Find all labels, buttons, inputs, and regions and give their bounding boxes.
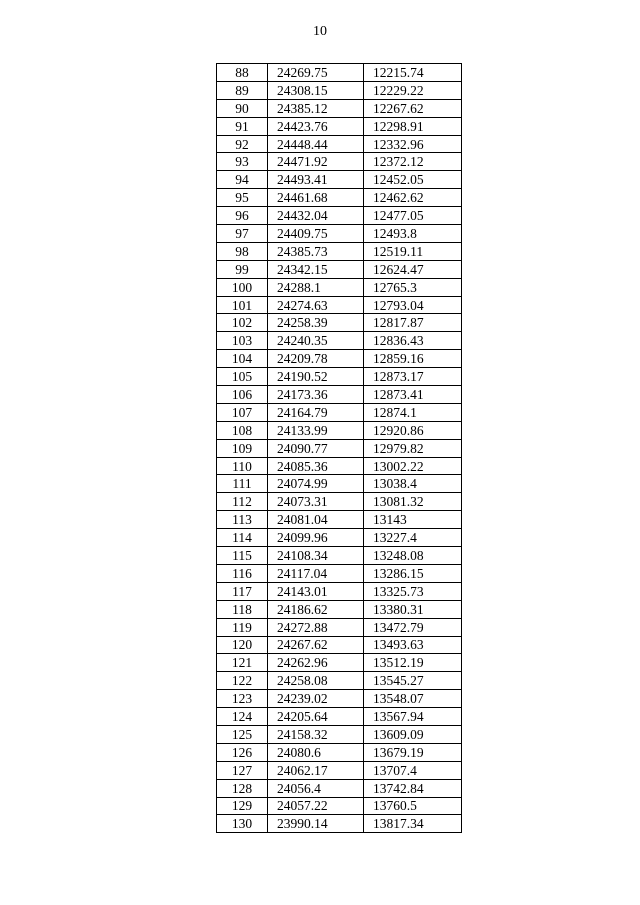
table-row (217, 511, 462, 529)
x-coordinate-cell: 24262.96 (268, 654, 364, 672)
table-row (217, 117, 462, 135)
point-number-cell: 110 (217, 457, 268, 475)
point-number-cell: 113 (217, 511, 268, 529)
y-coordinate-cell: 13817.34 (364, 815, 462, 833)
point-number-cell: 95 (217, 189, 268, 207)
x-coordinate-cell: 24057.22 (268, 797, 364, 815)
x-coordinate-cell: 24274.63 (268, 296, 364, 314)
table-row (217, 708, 462, 726)
x-coordinate-cell: 24423.76 (268, 117, 364, 135)
x-coordinate-cell: 24471.92 (268, 153, 364, 171)
y-coordinate-cell: 12477.05 (364, 207, 462, 225)
x-coordinate-cell: 24493.41 (268, 171, 364, 189)
point-number-cell: 118 (217, 600, 268, 618)
y-coordinate-cell: 12452.05 (364, 171, 462, 189)
x-coordinate-cell: 24090.77 (268, 439, 364, 457)
y-coordinate-cell: 12298.91 (364, 117, 462, 135)
point-number-cell: 125 (217, 725, 268, 743)
table-row (217, 242, 462, 260)
x-coordinate-cell: 24062.17 (268, 761, 364, 779)
point-number-cell: 114 (217, 529, 268, 547)
y-coordinate-cell: 13472.79 (364, 618, 462, 636)
table-row (217, 600, 462, 618)
y-coordinate-cell: 13679.19 (364, 743, 462, 761)
point-number-cell: 101 (217, 296, 268, 314)
y-coordinate-cell: 12332.96 (364, 135, 462, 153)
x-coordinate-cell: 24190.52 (268, 368, 364, 386)
table-row (217, 135, 462, 153)
table-row (217, 475, 462, 493)
y-coordinate-cell: 12462.62 (364, 189, 462, 207)
y-coordinate-cell: 13760.5 (364, 797, 462, 815)
x-coordinate-cell: 24158.32 (268, 725, 364, 743)
y-coordinate-cell: 13548.07 (364, 690, 462, 708)
table-row (217, 350, 462, 368)
y-coordinate-cell: 13512.19 (364, 654, 462, 672)
point-number-cell: 121 (217, 654, 268, 672)
point-number-cell: 130 (217, 815, 268, 833)
y-coordinate-cell: 12873.17 (364, 368, 462, 386)
y-coordinate-cell: 12215.74 (364, 64, 462, 82)
table-row (217, 64, 462, 82)
table-row (217, 797, 462, 815)
y-coordinate-cell: 13081.32 (364, 493, 462, 511)
y-coordinate-cell: 13493.63 (364, 636, 462, 654)
y-coordinate-cell: 13380.31 (364, 600, 462, 618)
x-coordinate-cell: 24117.04 (268, 564, 364, 582)
y-coordinate-cell: 13143 (364, 511, 462, 529)
point-number-cell: 107 (217, 403, 268, 421)
y-coordinate-cell: 12817.87 (364, 314, 462, 332)
y-coordinate-cell: 13325.73 (364, 582, 462, 600)
x-coordinate-cell: 24409.75 (268, 225, 364, 243)
y-coordinate-cell: 12229.22 (364, 81, 462, 99)
table-row (217, 743, 462, 761)
point-number-cell: 109 (217, 439, 268, 457)
point-number-cell: 104 (217, 350, 268, 368)
y-coordinate-cell: 13609.09 (364, 725, 462, 743)
x-coordinate-cell: 24099.96 (268, 529, 364, 547)
x-coordinate-cell: 23990.14 (268, 815, 364, 833)
x-coordinate-cell: 24448.44 (268, 135, 364, 153)
x-coordinate-cell: 24143.01 (268, 582, 364, 600)
table-row (217, 386, 462, 404)
table-row (217, 332, 462, 350)
x-coordinate-cell: 24239.02 (268, 690, 364, 708)
table-row (217, 368, 462, 386)
point-number-cell: 115 (217, 547, 268, 565)
x-coordinate-cell: 24240.35 (268, 332, 364, 350)
point-number-cell: 129 (217, 797, 268, 815)
y-coordinate-cell: 12979.82 (364, 439, 462, 457)
y-coordinate-cell: 12836.43 (364, 332, 462, 350)
x-coordinate-cell: 24085.36 (268, 457, 364, 475)
table-row (217, 439, 462, 457)
point-number-cell: 123 (217, 690, 268, 708)
y-coordinate-cell: 13567.94 (364, 708, 462, 726)
table-row (217, 815, 462, 833)
x-coordinate-cell: 24108.34 (268, 547, 364, 565)
y-coordinate-cell: 12874.1 (364, 403, 462, 421)
point-number-cell: 100 (217, 278, 268, 296)
point-number-cell: 105 (217, 368, 268, 386)
y-coordinate-cell: 12624.47 (364, 260, 462, 278)
table-row (217, 278, 462, 296)
y-coordinate-cell: 13227.4 (364, 529, 462, 547)
x-coordinate-cell: 24164.79 (268, 403, 364, 421)
point-number-cell: 111 (217, 475, 268, 493)
x-coordinate-cell: 24173.36 (268, 386, 364, 404)
table-row (217, 690, 462, 708)
point-number-cell: 93 (217, 153, 268, 171)
x-coordinate-cell: 24432.04 (268, 207, 364, 225)
x-coordinate-cell: 24272.88 (268, 618, 364, 636)
table-row (217, 171, 462, 189)
point-number-cell: 124 (217, 708, 268, 726)
point-number-cell: 103 (217, 332, 268, 350)
x-coordinate-cell: 24056.4 (268, 779, 364, 797)
table-row (217, 314, 462, 332)
x-coordinate-cell: 24342.15 (268, 260, 364, 278)
table-row (217, 457, 462, 475)
y-coordinate-cell: 13286.15 (364, 564, 462, 582)
point-number-cell: 112 (217, 493, 268, 511)
y-coordinate-cell: 13038.4 (364, 475, 462, 493)
point-number-cell: 89 (217, 81, 268, 99)
point-number-cell: 102 (217, 314, 268, 332)
y-coordinate-cell: 13248.08 (364, 547, 462, 565)
table-row (217, 547, 462, 565)
table-row (217, 672, 462, 690)
x-coordinate-cell: 24205.64 (268, 708, 364, 726)
x-coordinate-cell: 24133.99 (268, 421, 364, 439)
y-coordinate-cell: 13742.84 (364, 779, 462, 797)
table-row (217, 225, 462, 243)
table-row (217, 99, 462, 117)
table-row (217, 493, 462, 511)
x-coordinate-cell: 24074.99 (268, 475, 364, 493)
table-row (217, 582, 462, 600)
point-number-cell: 91 (217, 117, 268, 135)
y-coordinate-cell: 12372.12 (364, 153, 462, 171)
x-coordinate-cell: 24081.04 (268, 511, 364, 529)
y-coordinate-cell: 13545.27 (364, 672, 462, 690)
point-number-cell: 98 (217, 242, 268, 260)
point-number-cell: 94 (217, 171, 268, 189)
table-row (217, 725, 462, 743)
x-coordinate-cell: 24269.75 (268, 64, 364, 82)
x-coordinate-cell: 24186.62 (268, 600, 364, 618)
x-coordinate-cell: 24080.6 (268, 743, 364, 761)
table-row (217, 403, 462, 421)
x-coordinate-cell: 24267.62 (268, 636, 364, 654)
x-coordinate-cell: 24308.15 (268, 81, 364, 99)
table-row (217, 529, 462, 547)
table-row (217, 260, 462, 278)
table-row (217, 81, 462, 99)
page-number: 10 (313, 24, 327, 39)
point-number-cell: 126 (217, 743, 268, 761)
table-row (217, 564, 462, 582)
table-row (217, 189, 462, 207)
point-number-cell: 90 (217, 99, 268, 117)
point-number-cell: 117 (217, 582, 268, 600)
x-coordinate-cell: 24073.31 (268, 493, 364, 511)
coordinates-table (216, 63, 462, 833)
y-coordinate-cell: 12765.3 (364, 278, 462, 296)
table-row (217, 761, 462, 779)
point-number-cell: 127 (217, 761, 268, 779)
x-coordinate-cell: 24258.39 (268, 314, 364, 332)
x-coordinate-cell: 24209.78 (268, 350, 364, 368)
point-number-cell: 97 (217, 225, 268, 243)
y-coordinate-cell: 12493.8 (364, 225, 462, 243)
y-coordinate-cell: 12267.62 (364, 99, 462, 117)
point-number-cell: 120 (217, 636, 268, 654)
table-row (217, 654, 462, 672)
point-number-cell: 116 (217, 564, 268, 582)
point-number-cell: 108 (217, 421, 268, 439)
table-row (217, 779, 462, 797)
point-number-cell: 122 (217, 672, 268, 690)
point-number-cell: 96 (217, 207, 268, 225)
y-coordinate-cell: 12793.04 (364, 296, 462, 314)
point-number-cell: 88 (217, 64, 268, 82)
table-row (217, 636, 462, 654)
y-coordinate-cell: 12873.41 (364, 386, 462, 404)
point-number-cell: 99 (217, 260, 268, 278)
x-coordinate-cell: 24288.1 (268, 278, 364, 296)
table-row (217, 421, 462, 439)
y-coordinate-cell: 12519.11 (364, 242, 462, 260)
table-row (217, 207, 462, 225)
coordinates-table-body (217, 64, 462, 833)
table-row (217, 296, 462, 314)
x-coordinate-cell: 24385.12 (268, 99, 364, 117)
y-coordinate-cell: 13707.4 (364, 761, 462, 779)
x-coordinate-cell: 24461.68 (268, 189, 364, 207)
point-number-cell: 128 (217, 779, 268, 797)
table-row (217, 618, 462, 636)
y-coordinate-cell: 12920.86 (364, 421, 462, 439)
y-coordinate-cell: 12859.16 (364, 350, 462, 368)
x-coordinate-cell: 24385.73 (268, 242, 364, 260)
point-number-cell: 119 (217, 618, 268, 636)
point-number-cell: 92 (217, 135, 268, 153)
table-row (217, 153, 462, 171)
y-coordinate-cell: 13002.22 (364, 457, 462, 475)
x-coordinate-cell: 24258.08 (268, 672, 364, 690)
point-number-cell: 106 (217, 386, 268, 404)
